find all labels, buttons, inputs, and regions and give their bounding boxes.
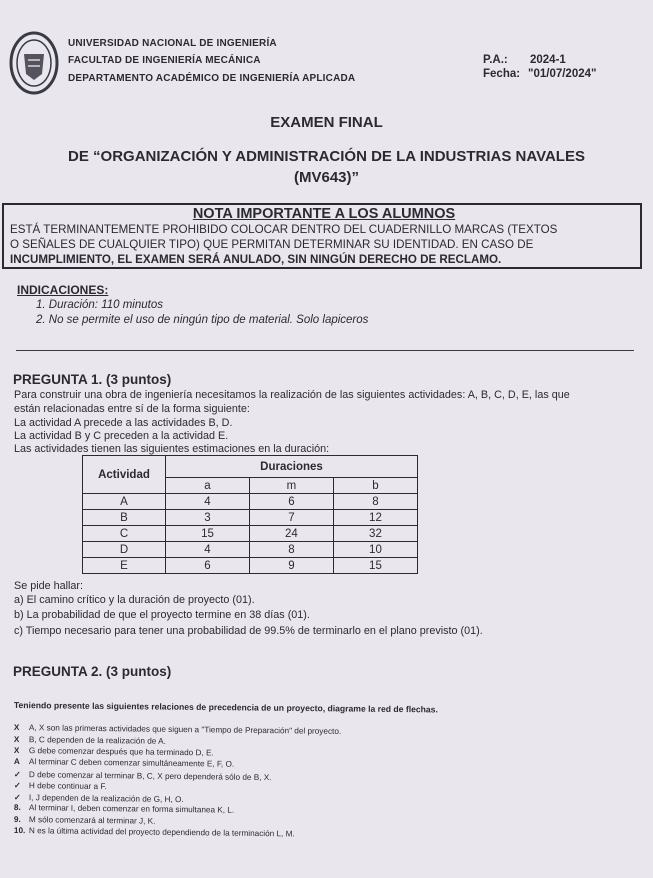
cell-m: 8 bbox=[249, 542, 333, 558]
pa-label: P.A.: bbox=[483, 54, 508, 66]
date-value: "01/07/2024" bbox=[528, 68, 597, 80]
course-title-line-2: (MV643)” bbox=[293, 169, 360, 186]
university-seal-icon bbox=[8, 30, 60, 96]
precedence-item bbox=[14, 735, 166, 746]
item-text: B, C dependen de la realización de A. bbox=[28, 735, 167, 746]
precedence-item bbox=[14, 792, 184, 804]
precedence-item bbox=[14, 780, 107, 791]
precedence-item bbox=[14, 826, 295, 838]
university-name: UNIVERSIDAD NACIONAL DE INGENIERÍA bbox=[68, 38, 277, 49]
item-text: A, X son las primeras actividades que siguen a "Tiempo de Preparación" del proyecto. bbox=[28, 723, 342, 736]
cell-m: 9 bbox=[249, 558, 333, 574]
col-activity-header: Actividad bbox=[83, 456, 166, 494]
item-mark: 10. bbox=[13, 826, 26, 836]
important-notice-box bbox=[2, 203, 642, 269]
question-2-intro: Teniendo presente las siguientes relaciones de precedencia de un proyecto, diagrame la red de flechas. bbox=[13, 700, 438, 715]
item-mark: ✓ bbox=[13, 769, 21, 780]
cell-m: 7 bbox=[249, 510, 333, 526]
cell-a: 6 bbox=[166, 558, 250, 574]
question-1-line: están relacionadas entre sí de la forma siguiente: bbox=[14, 403, 250, 415]
item-text: Al terminar I, deben comenzar en forma simultanea K, L. bbox=[28, 803, 235, 815]
item-mark: X bbox=[13, 723, 20, 733]
precedence-item bbox=[14, 746, 214, 757]
instructions-title: INDICACIONES: bbox=[17, 283, 109, 297]
course-title-line-1: DE “ORGANIZACIÓN Y ADMINISTRACIÓN DE LA INDUSTRIAS NAVALES bbox=[68, 148, 585, 165]
table-row bbox=[83, 542, 418, 558]
cell-m: 24 bbox=[249, 526, 333, 542]
precedence-item bbox=[14, 815, 156, 826]
cell-b: 12 bbox=[333, 510, 417, 526]
item-text: M sólo comenzará al terminar J, K. bbox=[28, 815, 156, 826]
item-mark: X bbox=[13, 746, 20, 756]
ask-item: a) El camino crítico y la duración de proyecto (01). bbox=[14, 594, 255, 606]
cell-b: 10 bbox=[333, 542, 417, 558]
table-row bbox=[83, 558, 418, 574]
item-text: G debe comenzar después que ha terminado D, E. bbox=[28, 746, 214, 758]
question-1-line: Las actividades tienen las siguientes estimaciones en la duración: bbox=[14, 443, 330, 455]
item-mark: 9. bbox=[13, 815, 21, 825]
cell-activity: E bbox=[83, 558, 166, 574]
table-row bbox=[83, 494, 418, 510]
table-row bbox=[83, 510, 418, 526]
item-mark: A bbox=[13, 757, 20, 767]
divider bbox=[16, 350, 634, 351]
precedence-item bbox=[14, 757, 234, 769]
question-1-line: Para construir una obra de ingeniería necesitamos la realización de las siguientes actividades: A, B, C, D, E, las que bbox=[14, 389, 570, 401]
cell-b: 15 bbox=[333, 558, 417, 574]
notice-line-1: ESTÁ TERMINANTEMENTE PROHIBIDO COLOCAR DENTRO DEL CUADERNILLO MARCAS (TEXTOS bbox=[10, 223, 558, 236]
cell-a: 3 bbox=[166, 510, 250, 526]
cell-a: 4 bbox=[166, 494, 250, 510]
item-text: D debe comenzar al terminar B, C, X pero dependerá sólo de B, X. bbox=[28, 770, 272, 783]
question-2-title: PREGUNTA 2. (3 puntos) bbox=[13, 664, 172, 679]
instruction-item: 2. No se permite el uso de ningún tipo de material. Solo lapiceros bbox=[36, 314, 369, 326]
cell-activity: B bbox=[83, 510, 166, 526]
pa-value: 2024-1 bbox=[530, 54, 566, 66]
table-row bbox=[83, 526, 418, 542]
cell-a: 4 bbox=[166, 542, 250, 558]
cell-a: 15 bbox=[166, 526, 250, 542]
col-a-header: a bbox=[166, 478, 250, 494]
question-1-line: La actividad B y C preceden a la actividad E. bbox=[14, 430, 229, 442]
ask-intro: Se pide hallar: bbox=[14, 580, 84, 592]
exam-title: EXAMEN FINAL bbox=[270, 114, 383, 131]
cell-m: 6 bbox=[249, 494, 333, 510]
table-header-row bbox=[83, 456, 418, 478]
item-text: H debe continuar a F. bbox=[28, 781, 107, 792]
item-mark: X bbox=[13, 735, 20, 745]
notice-line-3: INCUMPLIMIENTO, EL EXAMEN SERÁ ANULADO, SIN NINGÚN DERECHO DE RECLAMO. bbox=[10, 253, 502, 266]
notice-title: NOTA IMPORTANTE A LOS ALUMNOS bbox=[192, 206, 456, 222]
date-label: Fecha: bbox=[483, 68, 521, 80]
cell-b: 8 bbox=[333, 494, 417, 510]
cell-activity: D bbox=[83, 542, 166, 558]
item-mark: ✓ bbox=[13, 792, 21, 803]
durations-table bbox=[82, 455, 418, 574]
cell-b: 32 bbox=[333, 526, 417, 542]
faculty-name: FACULTAD DE INGENIERÍA MECÁNICA bbox=[68, 55, 261, 66]
col-durations-header: Duraciones bbox=[166, 456, 418, 478]
item-mark: 8. bbox=[13, 803, 21, 813]
col-m-header: m bbox=[249, 478, 333, 494]
notice-line-2: O SEÑALES DE CUALQUIER TIPO) QUE PERMITAN DETERMINAR SU IDENTIDAD. EN CASO DE bbox=[10, 238, 534, 251]
instruction-item: 1. Duración: 110 minutos bbox=[36, 299, 163, 311]
item-mark: ✓ bbox=[13, 780, 21, 791]
precedence-item bbox=[14, 803, 234, 815]
cell-activity: A bbox=[83, 494, 166, 510]
course-title bbox=[20, 146, 633, 188]
ask-item: b) La probabilidad de que el proyecto termine en 38 días (01). bbox=[14, 609, 310, 621]
department-name: DEPARTAMENTO ACADÉMICO DE INGENIERÍA APLICADA bbox=[68, 73, 356, 84]
question-1-title: PREGUNTA 1. (3 puntos) bbox=[13, 372, 172, 387]
cell-activity: C bbox=[83, 526, 166, 542]
item-text: Al terminar C deben comenzar simultáneamente E, F, O. bbox=[28, 757, 235, 769]
item-text: I, J dependen de la realización de G, H, O. bbox=[28, 793, 184, 805]
item-text: N es la última actividad del proyecto dependiendo de la terminación L, M. bbox=[28, 826, 295, 839]
col-b-header: b bbox=[333, 478, 417, 494]
precedence-item bbox=[14, 723, 341, 736]
question-1-line: La actividad A precede a las actividades B, D. bbox=[14, 417, 233, 429]
ask-item: c) Tiempo necesario para tener una probabilidad de 99.5% de terminarlo en el plano previsto (01). bbox=[14, 625, 483, 637]
